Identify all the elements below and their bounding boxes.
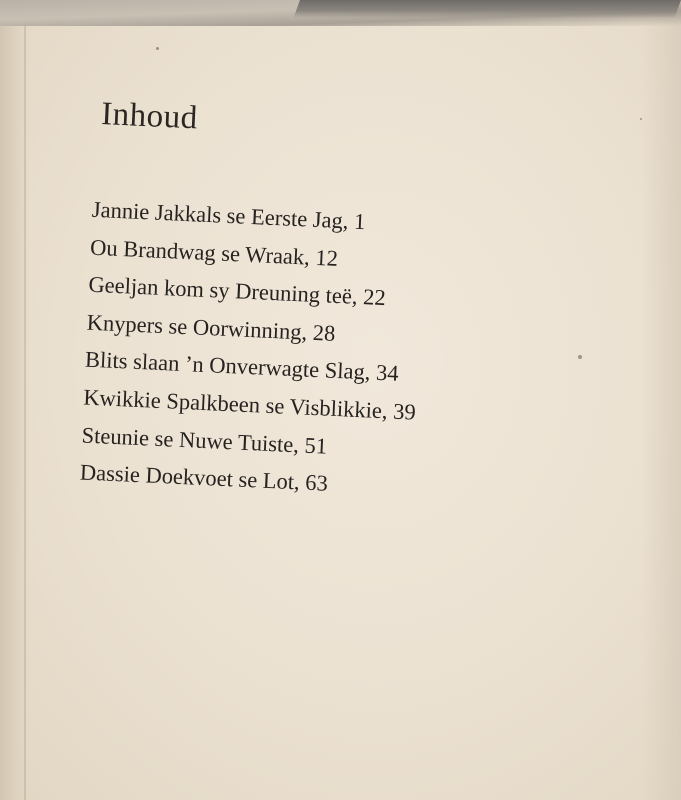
- entry-page-number: 51: [304, 432, 328, 459]
- entry-page-number: 39: [392, 398, 417, 425]
- entry-title: Kwikkie Spalkbeen se Visblikkie,: [82, 384, 389, 424]
- entry-title: Jannie Jakkals se Eerste Jag,: [91, 196, 350, 234]
- page-title: Inhoud: [100, 96, 199, 137]
- entry-page-number: 34: [375, 360, 400, 387]
- table-of-contents: [79, 191, 425, 507]
- entry-title: Dassie Doekvoet se Lot,: [79, 459, 301, 495]
- entry-page-number: 1: [353, 208, 366, 235]
- entry-page-number: 12: [314, 244, 339, 271]
- entry-page-number: 63: [304, 469, 329, 496]
- entry-title: Ou Brandwag se Wraak,: [89, 234, 311, 270]
- entry-title: Geeljan kom sy Dreuning teë,: [87, 271, 359, 310]
- entry-title: Blits slaan ’n Onverwagte Slag,: [84, 346, 371, 385]
- entry-title: Steunie se Nuwe Tuiste,: [81, 422, 300, 457]
- entry-page-number: 28: [312, 319, 336, 346]
- entry-page-number: 22: [362, 284, 387, 311]
- entry-title: Knypers se Oorwinning,: [86, 309, 308, 345]
